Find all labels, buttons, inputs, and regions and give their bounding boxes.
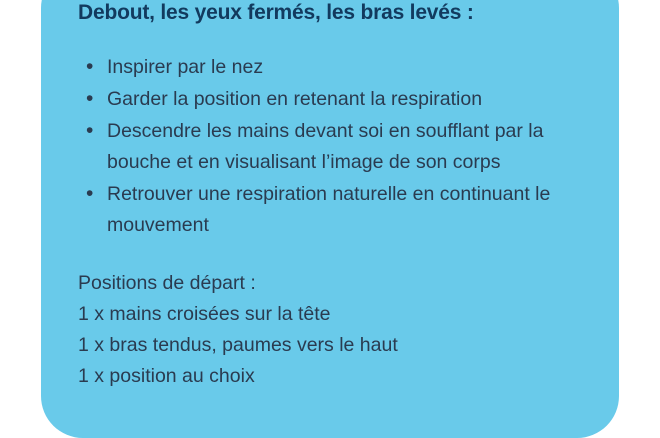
instruction-list (78, 52, 586, 241)
position-item: 1 x bras tendus, paumes vers le haut (78, 334, 398, 356)
list-item: • Garder la position en retenant la respiration (78, 84, 586, 115)
position-item: 1 x mains croisées sur la tête (78, 303, 331, 325)
list-item: • Descendre les mains devant soi en soufflant par la bouche et en visualisant l’image de son corps (78, 116, 586, 178)
list-item: • Retrouver une respiration naturelle en continuant le mouvement (78, 179, 586, 241)
list-item: • Inspirer par le nez (78, 52, 586, 83)
position-item: 1 x position au choix (78, 365, 255, 387)
content-card (41, 0, 619, 438)
card-title: Debout, les yeux fermés, les bras levés : (78, 1, 474, 24)
positions-heading: Positions de départ : (78, 272, 256, 294)
card-content (78, 0, 586, 392)
spacer (78, 242, 586, 268)
